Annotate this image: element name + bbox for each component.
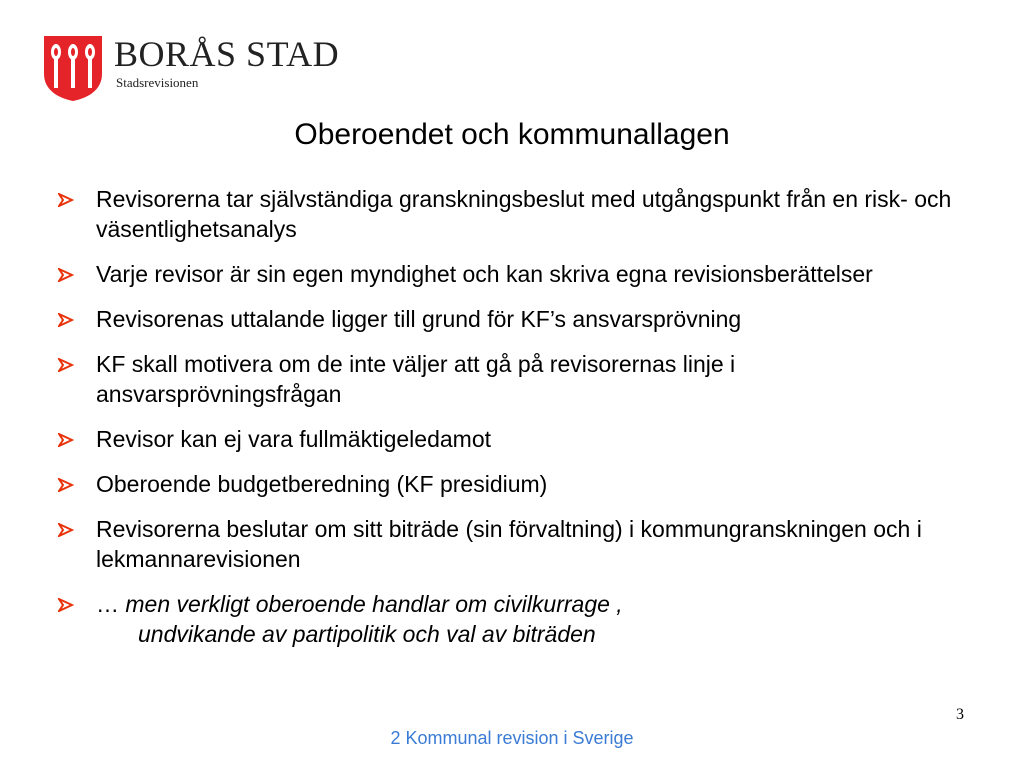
arrow-bullet-icon	[58, 433, 74, 447]
bullet-item	[52, 424, 972, 454]
slide-footer: 2 Kommunal revision i Sverige	[390, 728, 634, 748]
slide-title: Oberoendet och kommunallagen	[294, 118, 730, 151]
bullet-item	[52, 304, 972, 334]
bullet-item	[52, 514, 972, 574]
arrow-bullet-icon	[58, 313, 74, 327]
boras-coat-of-arms-logo	[42, 34, 104, 102]
arrow-bullet-icon	[58, 193, 74, 207]
arrow-bullet-icon	[58, 523, 74, 537]
bullet-text: Revisor kan ej vara fullmäktigeledamot	[96, 426, 492, 452]
arrow-bullet-icon	[58, 358, 74, 372]
bullet-prefix: …	[96, 591, 126, 617]
page-number: 3	[956, 706, 964, 723]
bullet-list	[52, 184, 972, 664]
bullet-text: Oberoende budgetberedning (KF presidium)	[96, 471, 548, 497]
bullet-item	[52, 259, 972, 289]
bullet-text: KF skall motivera om de inte väljer att gå på revisorernas linje i ansvarsprövningsfrågan	[96, 351, 736, 407]
bullet-italic-line1: men verkligt oberoende handlar om civilkurrage ,	[125, 591, 623, 617]
logo-title: BORÅS STAD	[114, 34, 340, 74]
logo-subtitle: Stadsrevisionen	[116, 75, 199, 90]
arrow-bullet-icon	[58, 478, 74, 492]
bullet-text: Revisorenas uttalande ligger till grund för KF’s ansvarsprövning	[96, 306, 742, 332]
bullet-item	[52, 469, 972, 499]
arrow-bullet-icon	[58, 268, 74, 282]
bullet-item-last	[52, 589, 972, 649]
bullet-text: Varje revisor är sin egen myndighet och kan skriva egna revisionsberättelser	[96, 261, 873, 287]
bullet-text: Revisorerna beslutar om sitt biträde (sin förvaltning) i kommungranskningen och i lekmannarevisionen	[96, 516, 922, 572]
bullet-item	[52, 184, 972, 244]
bullet-item	[52, 349, 972, 409]
bullet-italic-line2: undvikande av partipolitik och val av biträden	[138, 621, 596, 647]
arrow-bullet-icon	[58, 598, 74, 612]
bullet-text: Revisorerna tar självständiga granskningsbeslut med utgångspunkt från en risk- och väsentlighetsanalys	[96, 186, 952, 242]
